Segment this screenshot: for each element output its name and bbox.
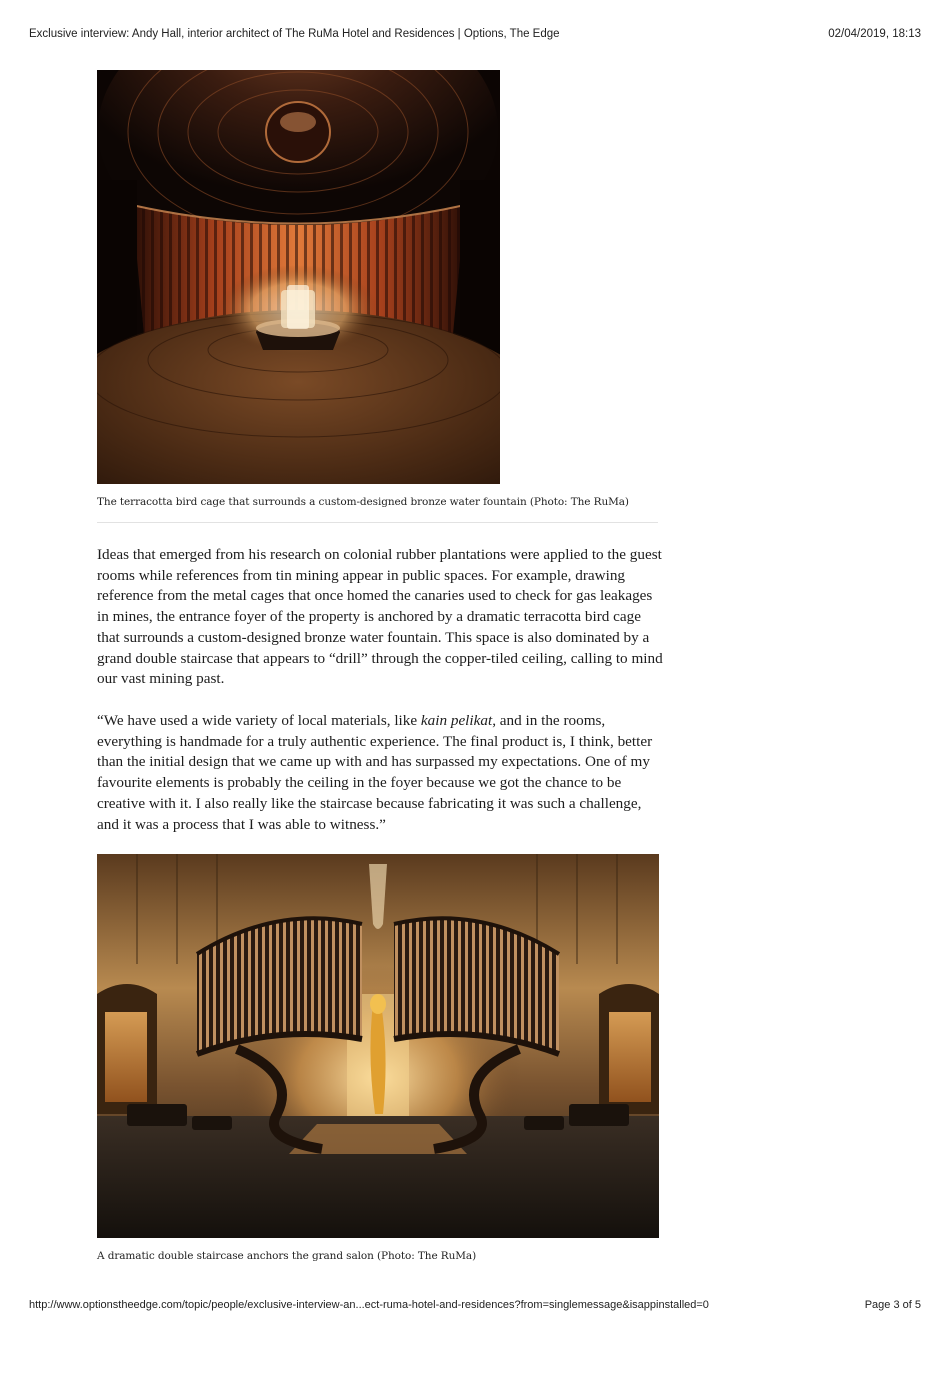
page-url: http://www.optionstheedge.com/topic/people/exclusive-interview-an...ect-ruma-hotel-and-residences?from=singlemessage&isappinstalled=0 [29, 1299, 709, 1311]
figure-caption: A dramatic double staircase anchors the grand salon (Photo: The RuMa) [97, 1250, 477, 1262]
quote-italic-term: kain pelikat [420, 712, 493, 729]
divider [97, 522, 658, 523]
figure-caption: The terracotta bird cage that surrounds a custom-designed bronze water fountain (Photo: The RuMa) [97, 496, 629, 508]
staircase-illustration [97, 854, 659, 1238]
article-quote-paragraph [97, 711, 665, 835]
page-title: Exclusive interview: Andy Hall, interior architect of The RuMa Hotel and Residences | Options, The Edge [29, 28, 560, 40]
article-paragraph: Ideas that emerged from his research on colonial rubber plantations were applied to the guest rooms while references from tin mining appear in public spaces. For example, drawing reference from the metal cages that once homed the canaries used to check for gas leakages in mines, the entrance foyer of the property is anchored by a dramatic terracotta bird cage that surrounds a custom-designed bronze water fountain. This space is also dominated by a grand double staircase that appears to “drill” through the copper-tiled ceiling, calling to mind our vast mining past. [97, 546, 663, 688]
quote-text: “We have used a wide variety of local materials, like [97, 712, 421, 729]
page-number: Page 3 of 5 [864, 1299, 921, 1311]
double-staircase-photo [97, 854, 659, 1238]
bird-cage-illustration [97, 70, 500, 484]
quote-text-continued: , and in the rooms, everything is handmade for a truly authentic experience. The final product is, I think, better than the initial design that we came up with and has surpassed my expectations. One of my favourite elements is probably the ceiling in the foyer because we got the chance to be creative with it. I also really like the staircase because fabricating it was such a challenge, and it was a process that I was able to witness.” [97, 712, 653, 833]
bird-cage-photo [97, 70, 500, 484]
print-datetime: 02/04/2019, 18:13 [828, 28, 921, 40]
